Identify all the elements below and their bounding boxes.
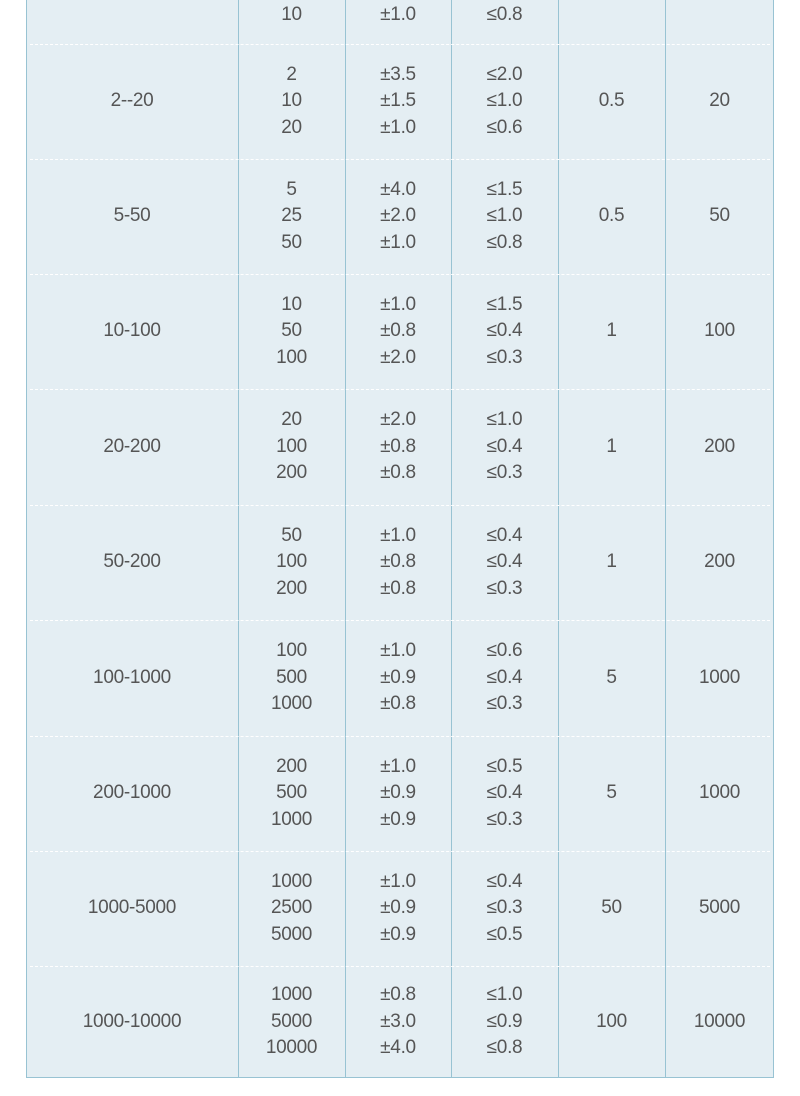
table-row xyxy=(26,966,774,1078)
accuracy-value: ±1.0 xyxy=(380,293,416,315)
precision-cell xyxy=(451,505,558,620)
precision-value: ≤1.0 xyxy=(486,409,523,431)
max-cell: 200 xyxy=(704,435,735,457)
test-point: 100 xyxy=(276,640,307,662)
test-point: 50 xyxy=(281,320,302,342)
precision-value: ≤0.9 xyxy=(486,1010,523,1032)
precision-cell xyxy=(451,620,558,736)
accuracy-cell xyxy=(345,159,451,274)
increment-cell: 1 xyxy=(606,435,617,457)
test-points-cell xyxy=(238,44,345,159)
increment-cell: 1 xyxy=(606,551,617,573)
table-row xyxy=(26,0,774,30)
max-cell: 20 xyxy=(709,90,730,112)
test-point: 10 xyxy=(281,3,302,25)
accuracy-value: ±0.8 xyxy=(380,984,416,1006)
range-cell: 10-100 xyxy=(103,320,161,342)
precision-value: ≤1.5 xyxy=(486,178,523,200)
increment-cell: 0.5 xyxy=(598,205,625,227)
test-point: 20 xyxy=(281,409,302,431)
precision-value: ≤0.4 xyxy=(486,320,523,342)
accuracy-cell xyxy=(345,736,451,851)
test-points-cell xyxy=(238,505,345,620)
accuracy-value: ±2.0 xyxy=(380,346,416,368)
test-points-cell xyxy=(238,389,345,505)
precision-value: ≤1.5 xyxy=(486,293,523,315)
precision-value: ≤1.0 xyxy=(486,205,523,227)
test-point: 1000 xyxy=(270,808,313,830)
accuracy-value: ±0.8 xyxy=(380,551,416,573)
test-points-cell xyxy=(238,736,345,851)
precision-cell xyxy=(451,966,558,1078)
precision-value: ≤0.8 xyxy=(486,231,523,253)
range-cell: 100-1000 xyxy=(93,666,171,688)
accuracy-value: ±0.9 xyxy=(380,923,416,945)
accuracy-value: ±1.5 xyxy=(380,90,416,112)
test-point: 200 xyxy=(276,577,307,599)
accuracy-value: ±4.0 xyxy=(380,178,416,200)
test-point: 500 xyxy=(276,782,307,804)
test-point: 200 xyxy=(276,462,307,484)
accuracy-value: ±2.0 xyxy=(380,205,416,227)
test-point: 1000 xyxy=(270,693,313,715)
precision-cell xyxy=(451,851,558,966)
accuracy-value: ±1.0 xyxy=(380,3,416,25)
test-point: 20 xyxy=(281,116,302,138)
accuracy-value: ±1.0 xyxy=(380,640,416,662)
test-points-cell xyxy=(238,159,345,274)
accuracy-value: ±4.0 xyxy=(380,1037,416,1059)
test-point: 5000 xyxy=(270,923,313,945)
range-cell: 1000-10000 xyxy=(82,1010,182,1032)
precision-value: ≤0.8 xyxy=(486,1037,523,1059)
test-points-cell xyxy=(238,966,345,1078)
accuracy-cell xyxy=(345,389,451,505)
increment-cell: 50 xyxy=(601,897,622,919)
accuracy-value: ±0.8 xyxy=(380,462,416,484)
accuracy-value: ±3.5 xyxy=(380,63,416,85)
test-point: 100 xyxy=(276,435,307,457)
increment-cell: 0.5 xyxy=(598,90,625,112)
test-points-cell xyxy=(238,274,345,389)
test-point: 50 xyxy=(281,231,302,253)
precision-value: ≤0.3 xyxy=(486,346,523,368)
precision-value: ≤0.3 xyxy=(486,577,523,599)
test-point: 5000 xyxy=(270,1010,313,1032)
precision-value: ≤0.5 xyxy=(486,755,523,777)
test-points-cell xyxy=(238,620,345,736)
accuracy-value: ±3.0 xyxy=(380,1010,416,1032)
accuracy-value: ±0.8 xyxy=(380,435,416,457)
table-row xyxy=(26,505,774,620)
accuracy-cell xyxy=(345,505,451,620)
test-point: 5 xyxy=(286,178,297,200)
test-point: 100 xyxy=(276,551,307,573)
increment-cell: 5 xyxy=(606,782,617,804)
accuracy-value: ±0.9 xyxy=(380,666,416,688)
accuracy-value: ±0.8 xyxy=(380,693,416,715)
test-point: 25 xyxy=(281,205,302,227)
precision-value: ≤2.0 xyxy=(486,63,523,85)
increment-cell: 100 xyxy=(596,1010,627,1032)
precision-cell xyxy=(451,44,558,159)
test-point: 10000 xyxy=(265,1037,318,1059)
precision-cell xyxy=(451,736,558,851)
table-row xyxy=(26,44,774,159)
precision-value: ≤0.4 xyxy=(486,435,523,457)
test-point: 100 xyxy=(276,346,307,368)
table-row xyxy=(26,389,774,505)
precision-value: ≤0.4 xyxy=(486,782,523,804)
accuracy-value: ±1.0 xyxy=(380,870,416,892)
max-cell: 100 xyxy=(704,320,735,342)
max-cell: 50 xyxy=(709,205,730,227)
accuracy-cell xyxy=(345,0,451,30)
accuracy-value: ±0.9 xyxy=(380,897,416,919)
accuracy-value: ±0.8 xyxy=(380,320,416,342)
test-point: 200 xyxy=(276,755,307,777)
table-row xyxy=(26,736,774,851)
precision-value: ≤0.3 xyxy=(486,462,523,484)
range-cell: 1000-5000 xyxy=(87,897,177,919)
accuracy-value: ±1.0 xyxy=(380,755,416,777)
precision-cell xyxy=(451,389,558,505)
increment-cell xyxy=(558,0,665,30)
test-point: 1000 xyxy=(270,984,313,1006)
accuracy-value: ±0.9 xyxy=(380,808,416,830)
table-row xyxy=(26,620,774,736)
test-points-cell xyxy=(238,851,345,966)
precision-value: ≤0.5 xyxy=(486,923,523,945)
range-cell: 50-200 xyxy=(103,551,161,573)
range-cell xyxy=(26,0,238,30)
precision-value: ≤0.8 xyxy=(486,3,523,25)
accuracy-value: ±0.8 xyxy=(380,577,416,599)
accuracy-value: ±1.0 xyxy=(380,116,416,138)
accuracy-cell xyxy=(345,966,451,1078)
accuracy-cell xyxy=(345,851,451,966)
range-cell: 20-200 xyxy=(103,435,161,457)
max-cell: 200 xyxy=(704,551,735,573)
max-cell: 10000 xyxy=(693,1010,746,1032)
precision-value: ≤1.0 xyxy=(486,984,523,1006)
precision-value: ≤0.3 xyxy=(486,693,523,715)
max-cell: 1000 xyxy=(698,782,741,804)
accuracy-cell xyxy=(345,620,451,736)
test-point: 10 xyxy=(281,293,302,315)
test-point: 2500 xyxy=(270,897,313,919)
test-point: 2 xyxy=(286,63,297,85)
test-points-cell xyxy=(238,0,345,30)
precision-value: ≤0.6 xyxy=(486,640,523,662)
accuracy-value: ±2.0 xyxy=(380,409,416,431)
test-point: 1000 xyxy=(270,870,313,892)
precision-value: ≤0.6 xyxy=(486,116,523,138)
precision-cell xyxy=(451,0,558,30)
precision-cell xyxy=(451,274,558,389)
max-cell: 1000 xyxy=(698,666,741,688)
precision-value: ≤0.4 xyxy=(486,524,523,546)
table-row xyxy=(26,159,774,274)
range-cell: 200-1000 xyxy=(93,782,171,804)
accuracy-value: ±1.0 xyxy=(380,524,416,546)
precision-value: ≤0.3 xyxy=(486,808,523,830)
precision-value: ≤0.4 xyxy=(486,870,523,892)
table-row xyxy=(26,851,774,966)
precision-cell xyxy=(451,159,558,274)
table-row xyxy=(26,274,774,389)
accuracy-cell xyxy=(345,44,451,159)
precision-value: ≤1.0 xyxy=(486,90,523,112)
range-cell: 5-50 xyxy=(113,205,151,227)
test-point: 10 xyxy=(281,90,302,112)
precision-value: ≤0.3 xyxy=(486,897,523,919)
max-cell xyxy=(665,0,774,30)
precision-value: ≤0.4 xyxy=(486,551,523,573)
accuracy-cell xyxy=(345,274,451,389)
range-cell: 2--20 xyxy=(110,90,154,112)
accuracy-value: ±0.9 xyxy=(380,782,416,804)
increment-cell: 1 xyxy=(606,320,617,342)
max-cell: 5000 xyxy=(698,897,741,919)
test-point: 500 xyxy=(276,666,307,688)
accuracy-value: ±1.0 xyxy=(380,231,416,253)
increment-cell: 5 xyxy=(606,666,617,688)
precision-value: ≤0.4 xyxy=(486,666,523,688)
test-point: 50 xyxy=(281,524,302,546)
